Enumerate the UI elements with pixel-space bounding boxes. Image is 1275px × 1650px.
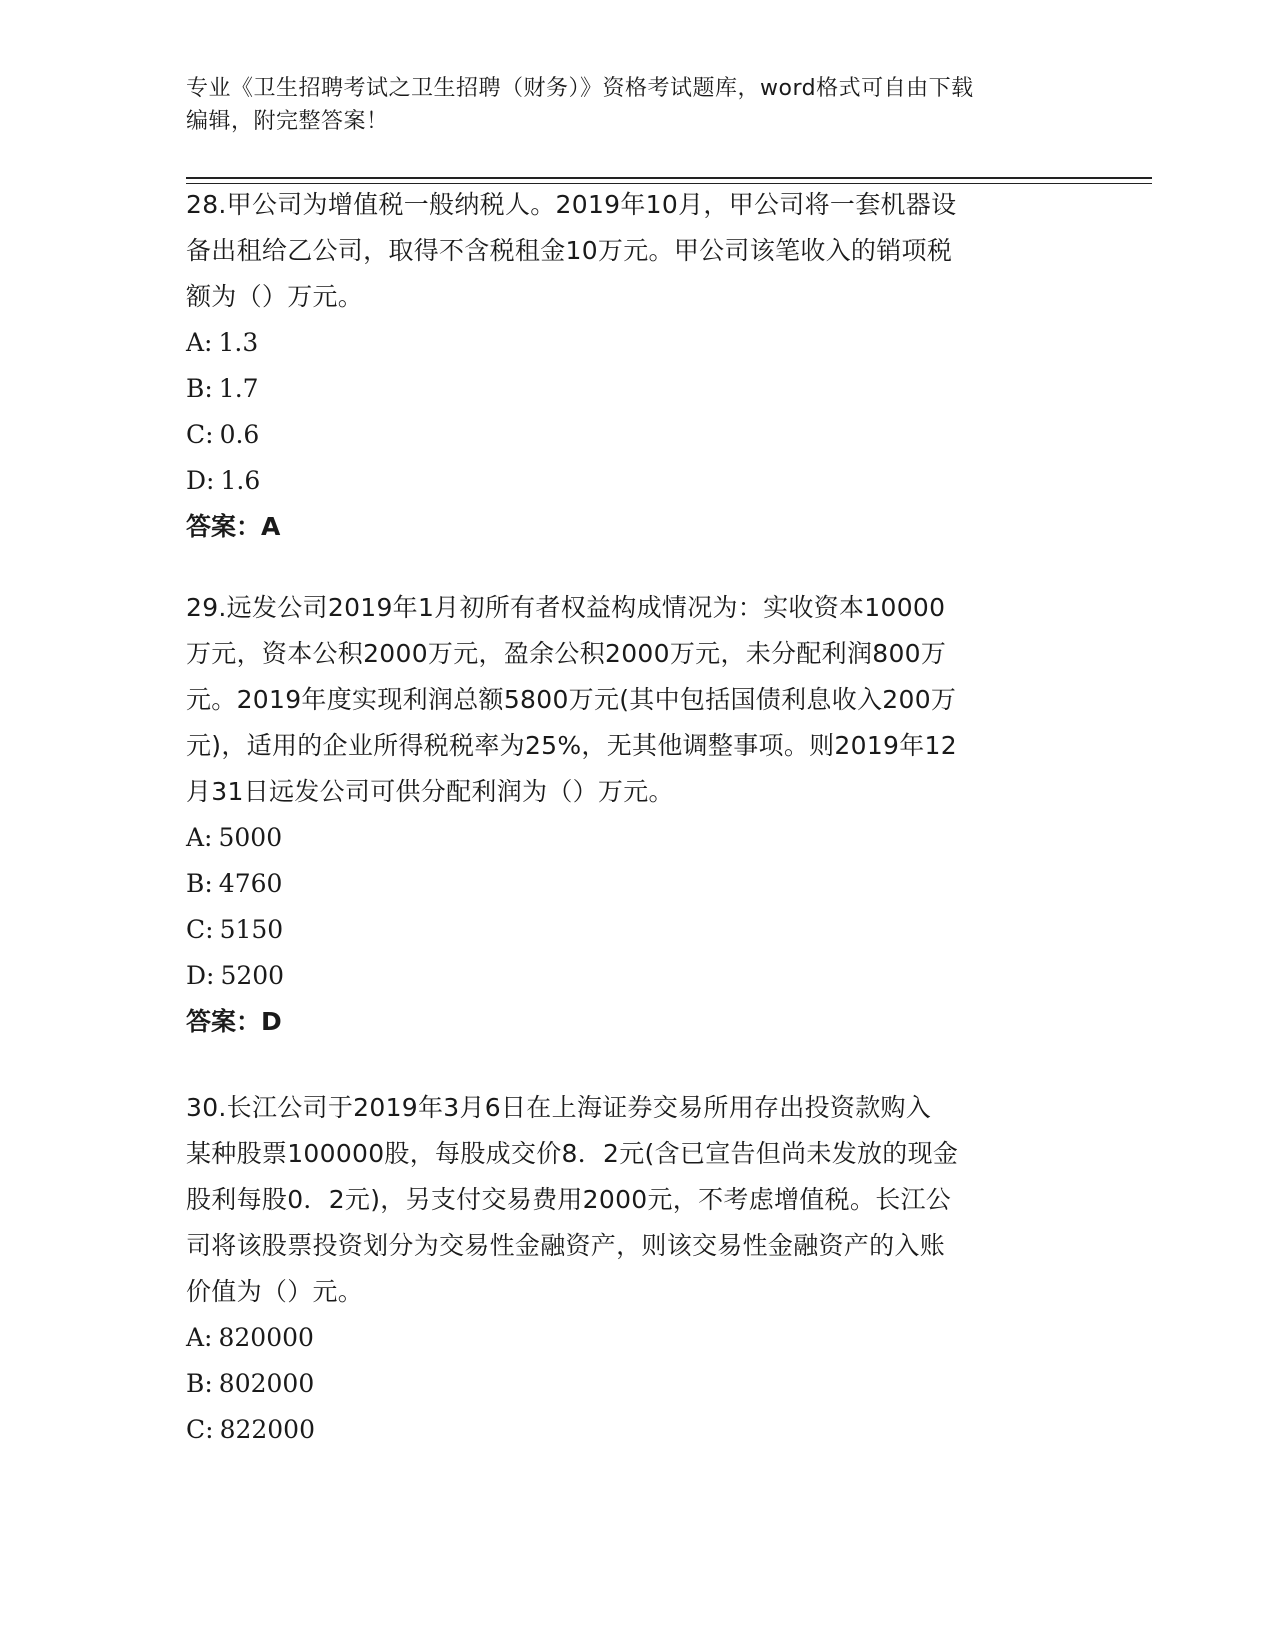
- option-d: D: 1.6: [186, 466, 261, 495]
- header-line-1: 专业《卫生招聘考试之卫生招聘（财务）》资格考试题库，word格式可自由下载: [186, 76, 974, 101]
- option-a: A: 820000: [186, 1323, 314, 1352]
- option-c: C: 822000: [186, 1415, 315, 1444]
- option-a: A: 5000: [186, 823, 283, 852]
- question-28: [186, 182, 1086, 550]
- option-c: C: 5150: [186, 915, 284, 944]
- question-29: [186, 585, 1086, 1045]
- answer-label: 答案：D: [186, 1007, 282, 1036]
- question-stem: 28.甲公司为增值税一般纳税人。2019年10月，甲公司将一套机器设 备出租给乙公司，取得不含税租金10万元。甲公司该笔收入的销项税 额为（）万元。: [186, 190, 957, 311]
- question-30: [186, 1085, 1086, 1453]
- header-line-2: 编辑，附完整答案！: [186, 109, 389, 134]
- question-stem: 30.长江公司于2019年3月6日在上海证券交易所用存出投资款购入 某种股票100000股，每股成交价8．2元(含已宣告但尚未发放的现金 股利每股0．2元)，另支付交易费用2000元，不考虑增值税。长江公 司将该股票投资划分为交易性金融资产，则该交易性金融资产的入账 价值为（）元。: [186, 1093, 959, 1306]
- option-c: C: 0.6: [186, 420, 260, 449]
- question-stem: 29.远发公司2019年1月初所有者权益构成情况为：实收资本10000 万元，资本公积2000万元，盈余公积2000万元，未分配利润800万 元。2019年度实现利润总额5800万元(其中包括国债利息收入200万 元)，适用的企业所得税税率为25%，无其他调整事项。则2019年12 月31日远发公司可供分配利润为（）万元。: [186, 593, 957, 806]
- option-b: B: 1.7: [186, 374, 259, 403]
- option-d: D: 5200: [186, 961, 285, 990]
- document-header: [186, 72, 1066, 138]
- option-b: B: 4760: [186, 869, 283, 898]
- option-a: A: 1.3: [186, 328, 259, 357]
- header-divider-thick: [186, 177, 1152, 179]
- option-b: B: 802000: [186, 1369, 315, 1398]
- answer-label: 答案：A: [186, 512, 281, 541]
